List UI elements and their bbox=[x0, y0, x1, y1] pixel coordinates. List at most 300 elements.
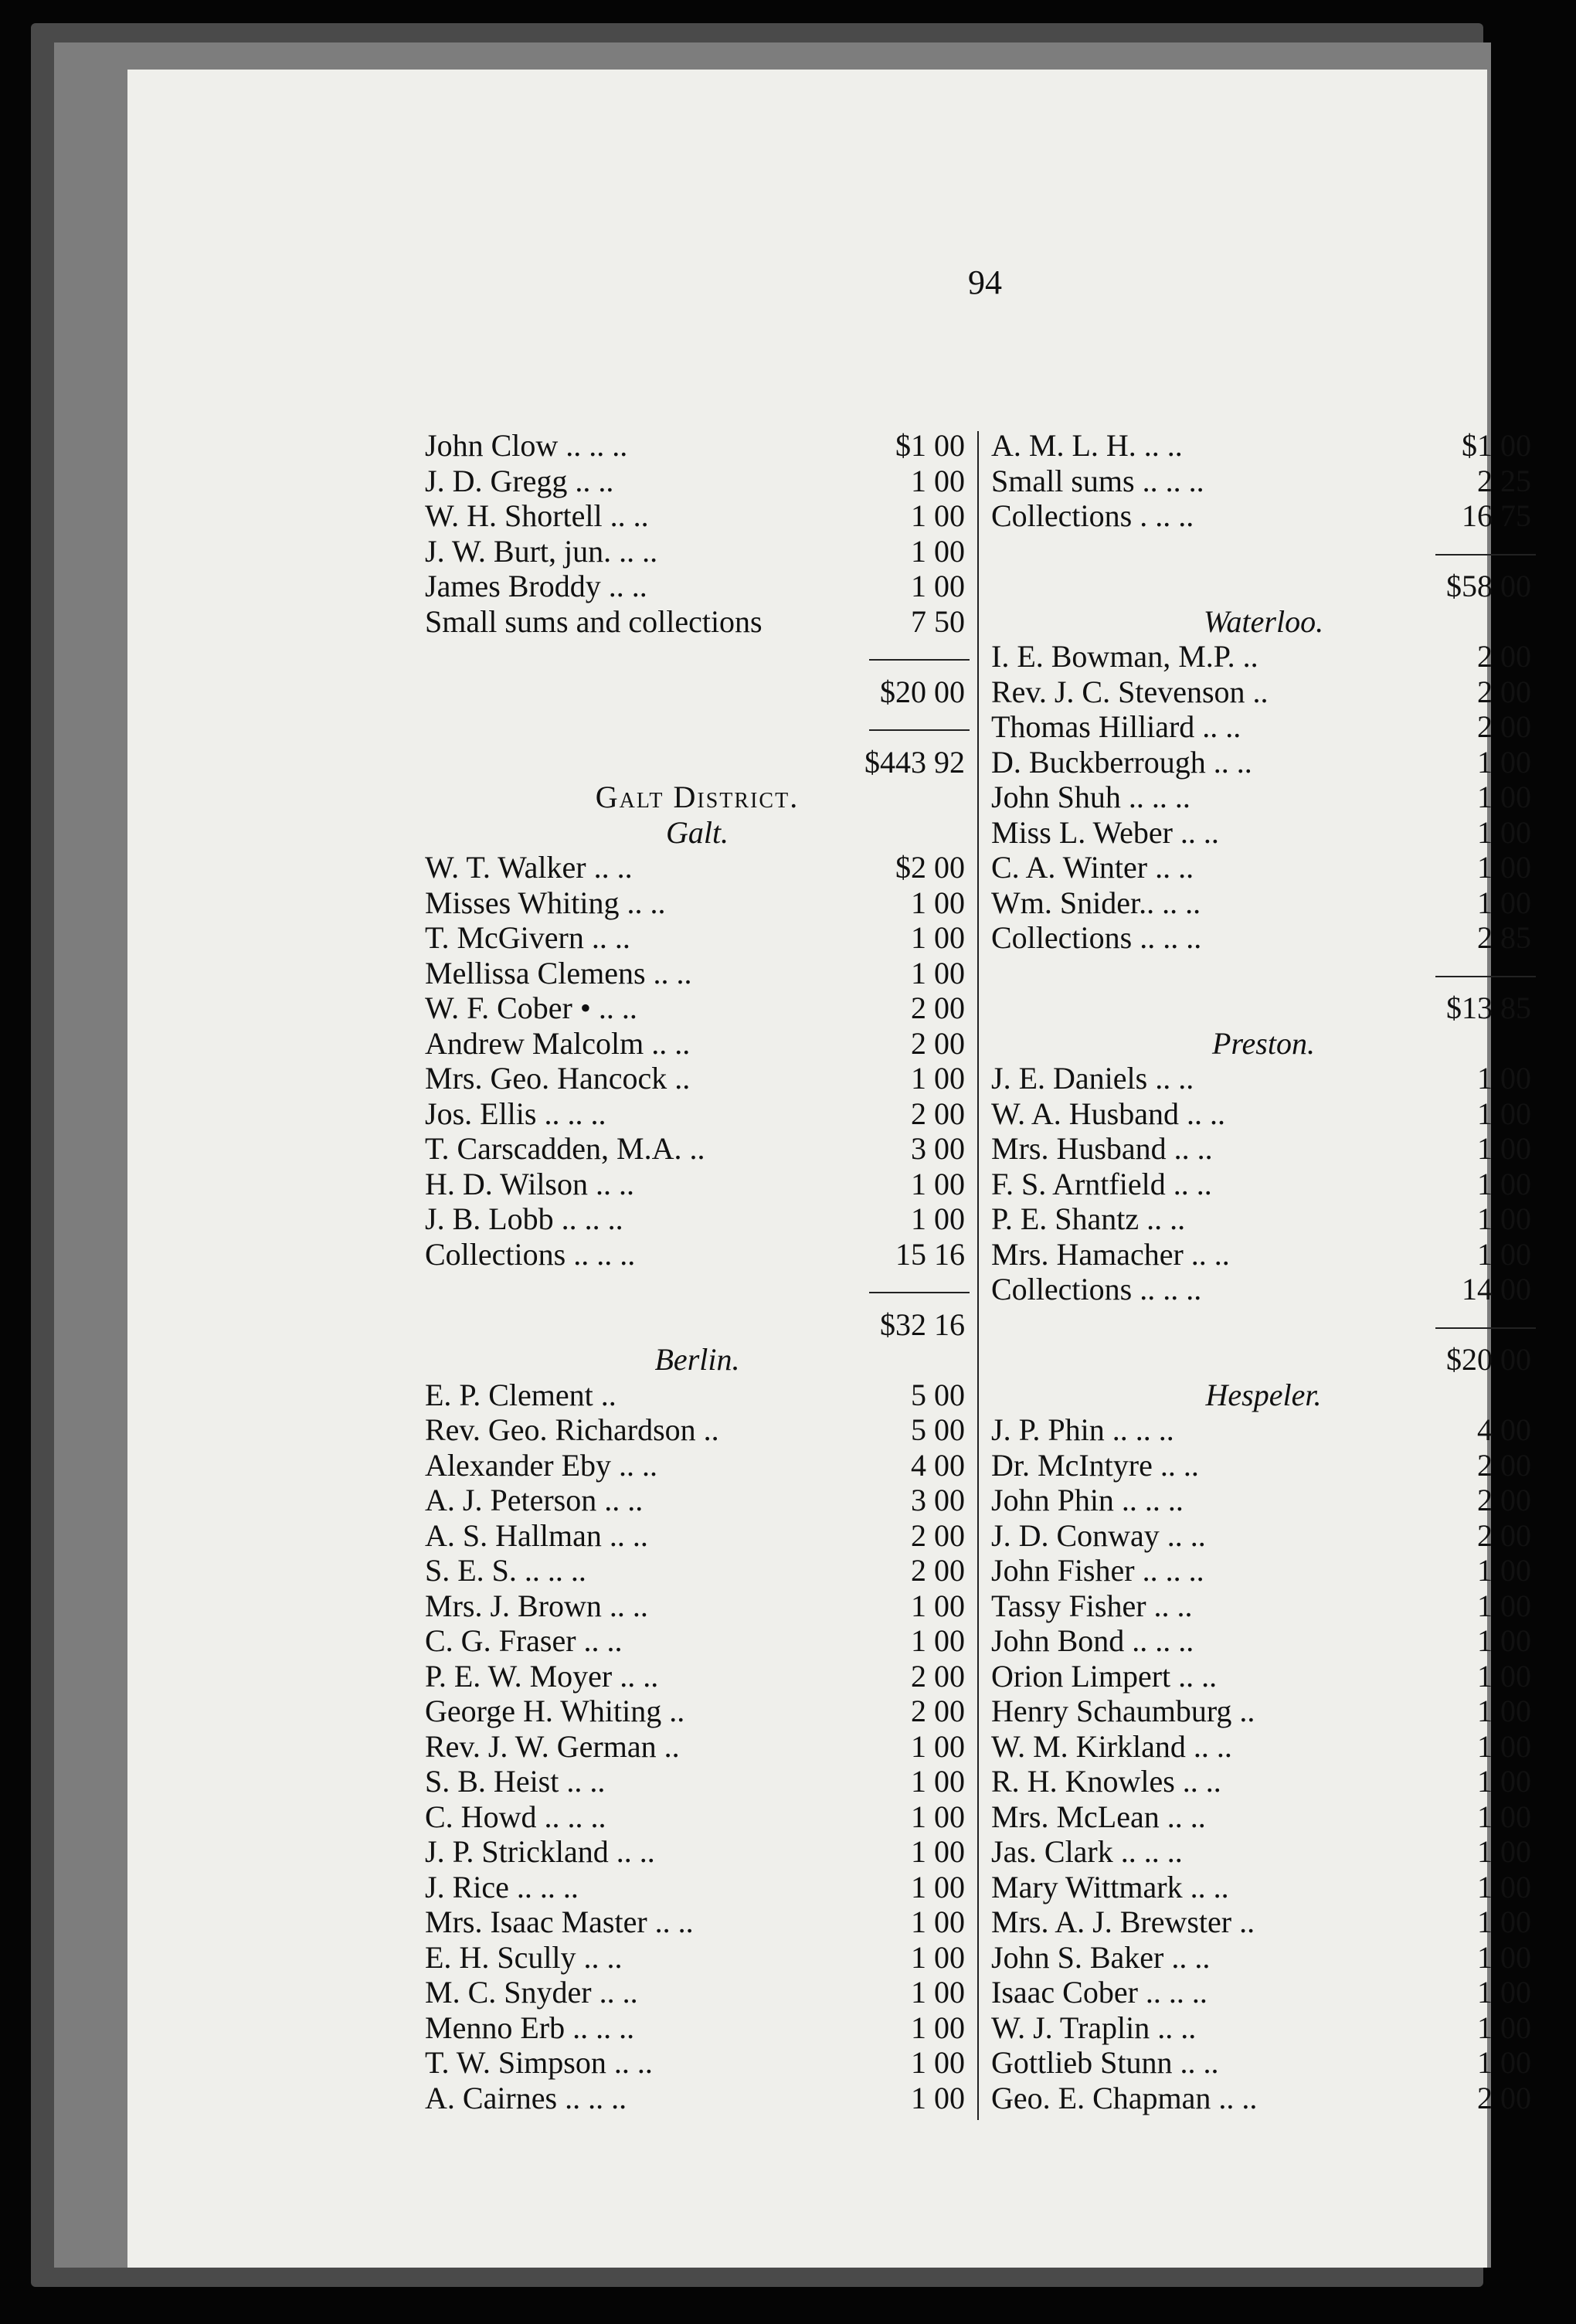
section-heading: Preston. bbox=[1212, 1025, 1315, 1061]
entry-name: S. B. Heist .. .. bbox=[425, 1764, 606, 1799]
amount-cents: 00 bbox=[1500, 1483, 1531, 1517]
entry-name: J. E. Daniels .. .. bbox=[991, 1061, 1194, 1096]
entry-amount bbox=[854, 1412, 970, 1448]
amount-dollars: 1 bbox=[1477, 1623, 1493, 1658]
amount-cents: 00 bbox=[1500, 1166, 1531, 1201]
entry-name: M. C. Snyder .. .. bbox=[425, 1975, 638, 2010]
entry-name: J. W. Burt, jun. .. .. bbox=[425, 533, 658, 569]
amount-cents: 00 bbox=[1500, 1412, 1531, 1447]
amount-cents: 00 bbox=[934, 1728, 965, 1764]
amount-dollars: 2 bbox=[1477, 709, 1493, 744]
entry-name: Tassy Fisher .. .. bbox=[991, 1588, 1193, 1623]
section-heading: Hespeler. bbox=[1205, 1377, 1322, 1412]
total-dollars: $13 bbox=[1446, 990, 1493, 1025]
entry-amount bbox=[854, 464, 970, 499]
amount-dollars: 1 bbox=[911, 1764, 926, 1799]
list-item bbox=[991, 1131, 1536, 1167]
section-total bbox=[425, 1307, 970, 1343]
list-item bbox=[425, 1940, 970, 1976]
amount-cents: 25 bbox=[1500, 463, 1531, 498]
list-item bbox=[991, 1201, 1536, 1237]
amount-dollars: 1 bbox=[1477, 1061, 1493, 1096]
entry-name: Jas. Clark .. .. .. bbox=[991, 1834, 1183, 1869]
amount-cents: 00 bbox=[934, 1517, 965, 1553]
list-item bbox=[425, 604, 970, 640]
total-spacer bbox=[991, 990, 1420, 1026]
entry-name: F. S. Arntfield .. .. bbox=[991, 1166, 1212, 1201]
entry-amount bbox=[854, 1623, 970, 1659]
page-number: 94 bbox=[968, 263, 1002, 301]
amount-dollars: 1 bbox=[911, 1799, 926, 1834]
amount-dollars: 1 bbox=[1477, 2010, 1493, 2045]
amount-cents: 00 bbox=[934, 1869, 965, 1904]
amount-cents: 00 bbox=[934, 1412, 965, 1447]
list-item bbox=[991, 1553, 1536, 1588]
total-rule bbox=[991, 1307, 1536, 1343]
amount-cents: 00 bbox=[934, 1658, 965, 1694]
entry-amount bbox=[1420, 498, 1536, 534]
amount-cents: 16 bbox=[934, 1236, 965, 1272]
entry-name: Collections .. .. .. bbox=[425, 1236, 636, 1272]
entry-name: Collections .. .. .. bbox=[991, 920, 1202, 955]
amount-cents: 00 bbox=[1500, 2080, 1531, 2115]
entry-name: J. D. Gregg .. .. bbox=[425, 463, 614, 498]
amount-dollars: 1 bbox=[1477, 1869, 1493, 1904]
entry-amount bbox=[1420, 2045, 1536, 2081]
total-cents: 00 bbox=[1500, 569, 1531, 603]
total-rule bbox=[425, 1272, 970, 1307]
entry-amount bbox=[1420, 1061, 1536, 1096]
list-item bbox=[991, 709, 1536, 745]
amount-cents: 00 bbox=[1500, 1869, 1531, 1904]
entry-amount bbox=[854, 1764, 970, 1799]
entry-name: Mrs. A. J. Brewster .. bbox=[991, 1904, 1255, 1939]
amount-cents: 00 bbox=[1500, 1834, 1531, 1869]
list-item bbox=[425, 1096, 970, 1132]
list-item bbox=[425, 1764, 970, 1799]
amount-dollars: 1 bbox=[911, 1869, 926, 1904]
list-item bbox=[991, 1659, 1536, 1694]
entry-amount bbox=[854, 956, 970, 991]
entry-amount bbox=[854, 1834, 970, 1870]
amount-dollars: 2 bbox=[1477, 1517, 1493, 1553]
list-item bbox=[991, 2045, 1536, 2081]
amount-dollars: $2 bbox=[895, 850, 926, 885]
amount-dollars: 5 bbox=[911, 1377, 926, 1412]
entry-amount bbox=[1420, 1659, 1536, 1694]
amount-cents: 00 bbox=[1500, 1272, 1531, 1306]
amount-cents: 00 bbox=[934, 850, 965, 885]
list-item bbox=[991, 815, 1536, 851]
amount-dollars: 1 bbox=[911, 498, 926, 533]
amount-dollars: 1 bbox=[911, 1975, 926, 2010]
amount-cents: 00 bbox=[934, 955, 965, 990]
amount-cents: 00 bbox=[934, 1553, 965, 1588]
entry-amount bbox=[854, 1588, 970, 1624]
entry-amount bbox=[1420, 1131, 1536, 1167]
amount-dollars: 1 bbox=[911, 2080, 926, 2115]
list-item bbox=[991, 1272, 1536, 1307]
entry-amount bbox=[854, 1553, 970, 1588]
entry-amount bbox=[1420, 1167, 1536, 1202]
entry-name: Mrs. Isaac Master .. .. bbox=[425, 1904, 694, 1939]
amount-dollars: 1 bbox=[1477, 1096, 1493, 1131]
entry-name: Small sums and collections bbox=[425, 603, 763, 639]
list-item bbox=[425, 1201, 970, 1237]
entry-name: J. P. Phin .. .. .. bbox=[991, 1412, 1174, 1447]
total-amount bbox=[1420, 569, 1536, 604]
amount-dollars: 2 bbox=[911, 1553, 926, 1588]
total-dollars: $32 bbox=[880, 1306, 926, 1342]
entry-amount bbox=[1420, 1694, 1536, 1729]
section-heading: Galt District. bbox=[595, 780, 800, 814]
amount-dollars: 1 bbox=[1477, 1658, 1493, 1694]
amount-dollars: 2 bbox=[1477, 920, 1493, 955]
entry-name: Mary Wittmark .. .. bbox=[991, 1869, 1229, 1904]
amount-dollars: 14 bbox=[1462, 1272, 1493, 1306]
amount-dollars: 1 bbox=[1477, 744, 1493, 780]
amount-dollars: 1 bbox=[1477, 1834, 1493, 1869]
entry-name: John S. Baker .. .. bbox=[991, 1939, 1211, 1975]
amount-cents: 00 bbox=[1500, 1904, 1531, 1939]
entry-name: E. H. Scully .. .. bbox=[425, 1939, 623, 1975]
amount-dollars: 2 bbox=[1477, 674, 1493, 709]
entry-amount bbox=[854, 1026, 970, 1062]
amount-dollars: 2 bbox=[911, 1096, 926, 1131]
entry-name: Gottlieb Stunn .. .. bbox=[991, 2045, 1219, 2080]
amount-dollars: 1 bbox=[911, 1166, 926, 1201]
amount-cents: 00 bbox=[1500, 1096, 1531, 1131]
amount-cents: 00 bbox=[934, 2010, 965, 2045]
amount-dollars: 1 bbox=[911, 1939, 926, 1975]
amount-dollars: 4 bbox=[911, 1447, 926, 1483]
entry-name: James Broddy .. .. bbox=[425, 569, 647, 603]
amount-cents: 00 bbox=[934, 1201, 965, 1236]
amount-dollars: 1 bbox=[911, 955, 926, 990]
entry-name: Andrew Malcolm .. .. bbox=[425, 1025, 691, 1061]
total-rule bbox=[425, 709, 970, 745]
entry-amount bbox=[1420, 1201, 1536, 1237]
amount-cents: 00 bbox=[934, 1939, 965, 1975]
list-item bbox=[425, 990, 970, 1026]
amount-dollars: 1 bbox=[911, 2010, 926, 2045]
list-item bbox=[991, 674, 1536, 710]
total-dollars: $20 bbox=[880, 674, 926, 709]
total-spacer bbox=[425, 1307, 854, 1343]
amount-cents: 00 bbox=[934, 920, 965, 955]
entry-amount bbox=[854, 2010, 970, 2046]
entry-amount bbox=[854, 428, 970, 464]
entry-amount bbox=[854, 1483, 970, 1518]
amount-dollars: 1 bbox=[911, 1728, 926, 1764]
entry-name: J. Rice .. .. .. bbox=[425, 1869, 579, 1904]
amount-cents: 00 bbox=[934, 1377, 965, 1412]
amount-cents: 00 bbox=[1500, 1131, 1531, 1166]
entry-amount bbox=[1420, 1518, 1536, 1554]
total-rule bbox=[991, 534, 1536, 569]
entry-name: Mrs. McLean .. .. bbox=[991, 1799, 1206, 1834]
amount-cents: 00 bbox=[1500, 709, 1531, 744]
list-item bbox=[425, 1026, 970, 1062]
amount-cents: 00 bbox=[1500, 1553, 1531, 1588]
amount-dollars: 2 bbox=[911, 1694, 926, 1728]
entry-amount bbox=[1420, 745, 1536, 780]
list-item bbox=[991, 428, 1536, 464]
entry-name: John Clow .. .. .. bbox=[425, 428, 628, 463]
total-spacer bbox=[991, 569, 1420, 604]
list-item bbox=[425, 428, 970, 464]
total-cents: 85 bbox=[1500, 990, 1531, 1025]
list-item bbox=[991, 1729, 1536, 1765]
list-item bbox=[425, 1448, 970, 1483]
entry-name: Menno Erb .. .. .. bbox=[425, 2010, 635, 2045]
amount-cents: 00 bbox=[934, 990, 965, 1025]
amount-cents: 75 bbox=[1500, 498, 1531, 533]
column-divider bbox=[977, 431, 979, 2120]
entry-amount bbox=[854, 1904, 970, 1940]
entry-amount bbox=[1420, 1729, 1536, 1765]
entry-amount bbox=[1420, 2010, 1536, 2046]
amount-dollars: 7 bbox=[911, 603, 926, 639]
entry-amount bbox=[854, 1870, 970, 1905]
amount-dollars: 15 bbox=[895, 1236, 926, 1272]
entry-name: P. E. W. Moyer .. .. bbox=[425, 1658, 659, 1694]
list-item bbox=[991, 850, 1536, 885]
entry-name: C. Howd .. .. .. bbox=[425, 1799, 606, 1834]
amount-dollars: 1 bbox=[1477, 850, 1493, 885]
list-item bbox=[425, 1483, 970, 1518]
total-dollars: $20 bbox=[1446, 1342, 1493, 1377]
amount-cents: 00 bbox=[934, 1483, 965, 1517]
amount-dollars: 1 bbox=[1477, 814, 1493, 850]
list-item bbox=[991, 780, 1536, 815]
entry-amount bbox=[1420, 1272, 1536, 1307]
amount-cents: 00 bbox=[1500, 1799, 1531, 1834]
amount-dollars: 2 bbox=[1477, 2080, 1493, 2115]
entry-name: S. E. S. .. .. .. bbox=[425, 1553, 586, 1588]
amount-cents: 00 bbox=[1500, 1588, 1531, 1623]
entry-amount bbox=[1420, 1834, 1536, 1870]
total-cents: 00 bbox=[934, 674, 965, 709]
entry-name: A. M. L. H. .. .. bbox=[991, 428, 1183, 463]
total-rule bbox=[425, 639, 970, 674]
entry-amount bbox=[854, 1659, 970, 1694]
entry-amount bbox=[854, 1799, 970, 1835]
amount-cents: 00 bbox=[934, 1131, 965, 1166]
amount-dollars: 2 bbox=[911, 1658, 926, 1694]
entry-name: Miss L. Weber .. .. bbox=[991, 814, 1219, 850]
amount-dollars: 2 bbox=[1477, 1447, 1493, 1483]
entry-amount bbox=[1420, 1237, 1536, 1272]
entry-name: H. D. Wilson .. .. bbox=[425, 1166, 634, 1201]
total-spacer bbox=[425, 674, 854, 710]
amount-cents: 00 bbox=[1500, 1517, 1531, 1553]
amount-cents: 00 bbox=[1500, 1764, 1531, 1799]
entry-amount bbox=[1420, 1588, 1536, 1624]
entry-amount bbox=[1420, 1448, 1536, 1483]
list-item bbox=[425, 1588, 970, 1624]
amount-dollars: 2 bbox=[1477, 463, 1493, 498]
list-item bbox=[991, 2010, 1536, 2046]
entry-name: Isaac Cober .. .. .. bbox=[991, 1975, 1207, 2010]
list-item bbox=[425, 464, 970, 499]
amount-cents: 00 bbox=[934, 1694, 965, 1728]
list-item bbox=[991, 1940, 1536, 1976]
list-item bbox=[991, 1412, 1536, 1448]
amount-cents: 85 bbox=[1500, 920, 1531, 955]
amount-dollars: 5 bbox=[911, 1412, 926, 1447]
entry-name: D. Buckberrough .. .. bbox=[991, 744, 1252, 780]
entry-amount bbox=[854, 2045, 970, 2081]
list-item bbox=[991, 1764, 1536, 1799]
amount-cents: 00 bbox=[1500, 1236, 1531, 1272]
entry-name: P. E. Shantz .. .. bbox=[991, 1201, 1186, 1236]
amount-cents: 00 bbox=[934, 463, 965, 498]
amount-dollars: 1 bbox=[1477, 1904, 1493, 1939]
amount-cents: 00 bbox=[1500, 639, 1531, 674]
entry-name: J. D. Conway .. .. bbox=[991, 1517, 1206, 1553]
amount-dollars: 2 bbox=[1477, 1483, 1493, 1517]
entry-amount bbox=[1420, 1483, 1536, 1518]
entry-amount bbox=[1420, 1870, 1536, 1905]
list-item bbox=[991, 1904, 1536, 1940]
total-cents: 92 bbox=[934, 744, 965, 780]
list-item bbox=[991, 1237, 1536, 1272]
entry-name: John Phin .. .. .. bbox=[991, 1483, 1184, 1517]
entry-name: Misses Whiting .. .. bbox=[425, 885, 666, 920]
entry-name: T. W. Simpson .. .. bbox=[425, 2045, 653, 2080]
list-item bbox=[425, 885, 970, 921]
entry-name: Collections .. .. .. bbox=[991, 1272, 1202, 1306]
entry-name: John Fisher .. .. .. bbox=[991, 1553, 1204, 1588]
amount-dollars: 3 bbox=[911, 1131, 926, 1166]
entry-amount bbox=[854, 1061, 970, 1096]
entry-name: John Shuh .. .. .. bbox=[991, 780, 1190, 814]
amount-cents: 00 bbox=[1500, 744, 1531, 780]
entry-name: Rev. J. C. Stevenson .. bbox=[991, 674, 1269, 709]
total-amount bbox=[854, 674, 970, 710]
entry-name: J. B. Lobb .. .. .. bbox=[425, 1201, 623, 1236]
section-total bbox=[991, 1342, 1536, 1378]
list-item bbox=[425, 1834, 970, 1870]
amount-dollars: 1 bbox=[1477, 780, 1493, 814]
amount-cents: 00 bbox=[934, 1799, 965, 1834]
entry-amount bbox=[854, 498, 970, 534]
section-total bbox=[991, 569, 1536, 604]
entry-name: Mrs. Hamacher .. .. bbox=[991, 1236, 1230, 1272]
section-total bbox=[425, 674, 970, 710]
entry-name: Mrs. Husband .. .. bbox=[991, 1131, 1213, 1166]
entry-amount bbox=[854, 1131, 970, 1167]
amount-cents: 00 bbox=[1500, 1694, 1531, 1728]
list-item bbox=[425, 1131, 970, 1167]
entry-amount bbox=[1420, 674, 1536, 710]
amount-dollars: 1 bbox=[1477, 1236, 1493, 1272]
entry-name: Rev. J. W. German .. bbox=[425, 1728, 680, 1764]
entry-name: E. P. Clement .. bbox=[425, 1377, 616, 1412]
entry-name: T. Carscadden, M.A. .. bbox=[425, 1131, 705, 1166]
amount-cents: 00 bbox=[1500, 2010, 1531, 2045]
entry-amount bbox=[854, 604, 970, 640]
amount-dollars: 1 bbox=[1477, 885, 1493, 920]
amount-dollars: 1 bbox=[1477, 2045, 1493, 2080]
amount-cents: 00 bbox=[934, 569, 965, 603]
list-item bbox=[991, 1870, 1536, 1905]
amount-dollars: 16 bbox=[1462, 498, 1493, 533]
amount-dollars: 2 bbox=[911, 990, 926, 1025]
list-item bbox=[425, 1237, 970, 1272]
entry-name: W. J. Traplin .. .. bbox=[991, 2010, 1197, 2045]
section-total bbox=[991, 990, 1536, 1026]
entry-amount bbox=[1420, 1096, 1536, 1132]
list-item bbox=[425, 1870, 970, 1905]
list-item bbox=[991, 1096, 1536, 1132]
list-item bbox=[425, 1659, 970, 1694]
amount-dollars: 1 bbox=[1477, 1975, 1493, 2010]
entry-amount bbox=[854, 1201, 970, 1237]
right-column bbox=[991, 428, 1536, 2115]
entry-name: George H. Whiting .. bbox=[425, 1694, 685, 1728]
list-item bbox=[991, 885, 1536, 921]
amount-dollars: 1 bbox=[911, 1201, 926, 1236]
list-item bbox=[425, 920, 970, 956]
list-item bbox=[991, 2081, 1536, 2116]
entry-amount bbox=[1420, 2081, 1536, 2116]
amount-cents: 00 bbox=[934, 2080, 965, 2115]
entry-name: Henry Schaumburg .. bbox=[991, 1694, 1255, 1728]
total-cents: 16 bbox=[934, 1306, 965, 1342]
entry-amount bbox=[854, 1096, 970, 1132]
entry-name: W. A. Husband .. .. bbox=[991, 1096, 1225, 1131]
entry-amount bbox=[854, 1448, 970, 1483]
list-item bbox=[425, 534, 970, 569]
list-item bbox=[991, 1167, 1536, 1202]
list-item bbox=[991, 1588, 1536, 1624]
total-cents: 00 bbox=[1500, 1342, 1531, 1377]
entry-name: A. S. Hallman .. .. bbox=[425, 1517, 648, 1553]
list-item bbox=[991, 498, 1536, 534]
entry-amount bbox=[1420, 780, 1536, 815]
amount-dollars: 1 bbox=[911, 885, 926, 920]
amount-cents: 00 bbox=[934, 1096, 965, 1131]
amount-cents: 00 bbox=[1500, 1658, 1531, 1694]
entry-amount bbox=[1420, 885, 1536, 921]
amount-cents: 00 bbox=[1500, 814, 1531, 850]
total-dollars: $58 bbox=[1446, 569, 1493, 603]
entry-amount bbox=[1420, 850, 1536, 885]
list-item bbox=[991, 639, 1536, 674]
entry-name: C. A. Winter .. .. bbox=[991, 850, 1194, 885]
list-item bbox=[991, 1518, 1536, 1554]
list-item bbox=[425, 2045, 970, 2081]
list-item bbox=[991, 920, 1536, 956]
amount-cents: 00 bbox=[1500, 1447, 1531, 1483]
amount-dollars: 1 bbox=[1477, 1201, 1493, 1236]
total-spacer bbox=[991, 1342, 1420, 1378]
list-item bbox=[991, 1834, 1536, 1870]
amount-dollars: 1 bbox=[911, 463, 926, 498]
entry-amount bbox=[854, 1694, 970, 1729]
left-column bbox=[425, 428, 970, 2115]
total-spacer bbox=[425, 745, 854, 780]
amount-dollars: 1 bbox=[1477, 1694, 1493, 1728]
entry-amount bbox=[1420, 1940, 1536, 1976]
amount-cents: 00 bbox=[934, 1764, 965, 1799]
entry-name: Alexander Eby .. .. bbox=[425, 1447, 658, 1483]
list-item bbox=[425, 1799, 970, 1835]
amount-cents: 00 bbox=[1500, 1728, 1531, 1764]
list-item bbox=[425, 1412, 970, 1448]
